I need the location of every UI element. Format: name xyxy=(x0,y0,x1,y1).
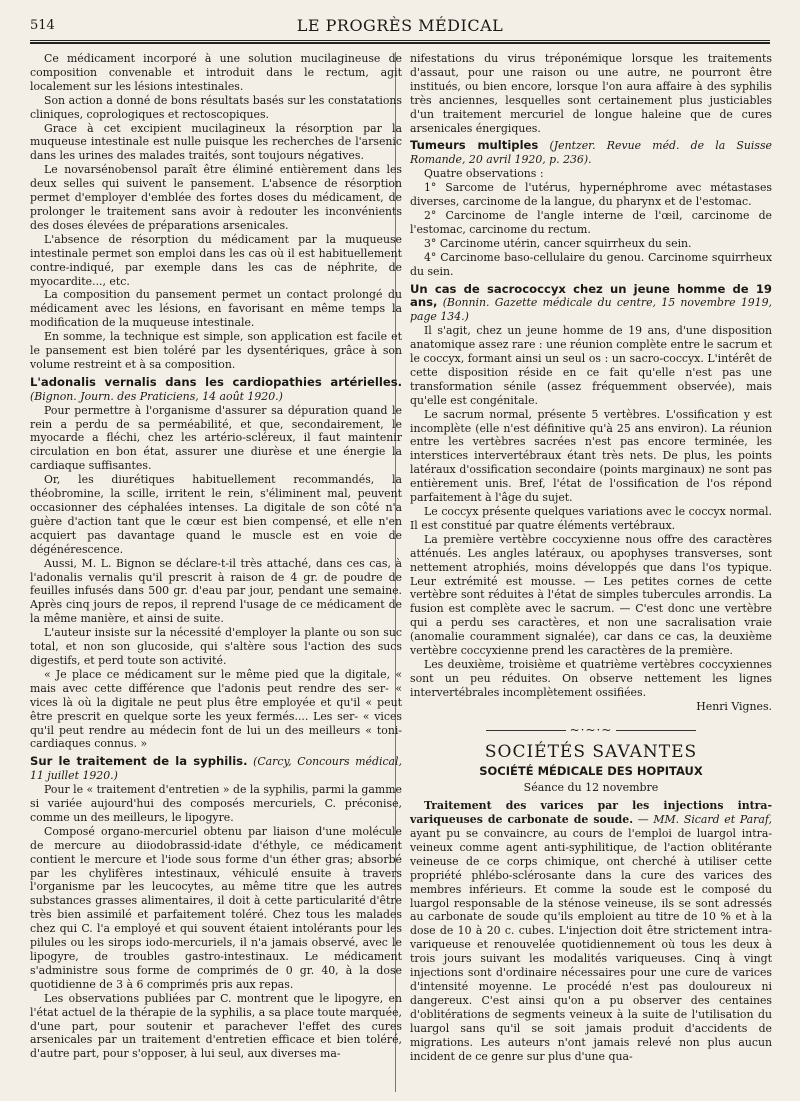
communication-authors: MM. Sicard et Paraf, xyxy=(653,813,772,827)
paragraph: Traitement des varices par les injections intra-variqueuses de carbonate de soude. — MM. Sicard et Paraf, ayant pu se convaincre, au cours de l'emploi de luargol intra-veineux comme agent anti-syphilitique, de l'action oblitérante veineuse de ce corps chimique, ont cherché à utiliser cette propriété phlébo-sclérosante dans la cure des varices des membres inférieurs. Et comme la soude est le composé du luargol responsable de la sténose veineuse, ils se sont adressés au carbonate de soude qu'ils emploient au titre de 10 % et à la dose de 10 à 20 c. cubes. L'injection doit être strictement intra-variqueuse et renouvelée quotidiennement où tous les deux à trois jours suivant les modalités variqueuses. Cinq à vingt injections sont d'ordinaire nécessaires pour une cure de varices d'intensité moyenne. Le procédé n'est pas douloureux ni dangereux. C'est ainsi qu'on a pu observer des centaines d'oblitérations de segments veineux à la suite de l'utilisation du luargol sans qu'il se soit jamais produit d'accidents de migrations. Les auteurs n'ont jamais relevé non plus aucun incident de ce genre sur plus d'une qua- xyxy=(410,799,772,1063)
paragraph: Son action a donné de bons résultats basés sur les constatations cliniques, coprologiques et rectoscopiques. xyxy=(30,93,402,121)
quotation: « Je place ce médicament sur le même pied que la digitale, « mais avec cette différence que l'adonis peut rendre des ser- « vices là où la digitale ne peut plus être employée et qu'il « peut être prescrit en quelque sorte les yeux fermés.... Les ser- « vices qu'il peut rendre au médecin font de lui un des meilleurs « toni-cardiaques connus. » xyxy=(30,667,402,751)
paragraph: Pour le « traitement d'entretien » de la syphilis, parmi la gamme si variée aujourd'hui des composés mercuriels, C. préconise, comme un des meilleurs, le lipogyre. xyxy=(30,783,402,824)
header-rule xyxy=(30,42,770,44)
communication-title: Traitement des varices par les injections intra-variqueuses de carbonate de soude. xyxy=(410,799,772,827)
article-title: Un cas de sacrococcyx chez un jeune homme de 19 ans, xyxy=(410,281,772,310)
paragraph: Les deuxième, troisième et quatrième vertèbres coccyxiennes sont un peu réduites. On observe nettement les lignes intervertébrales incomplètement ossifiées. xyxy=(410,657,772,699)
right-column xyxy=(410,52,772,1063)
paragraph: Pour permettre à l'organisme d'assurer sa dépuration quand le rein a perdu de sa perméabilité, et que, secondairement, le myocarde a fléchi, chez les artério-scléreux, il faut maintenir circulation en bon état, assurer une diurèse et une énergie la cardiaque suffisantes. xyxy=(30,403,402,473)
paragraph: Les observations publiées par C. montrent que le lipogyre, en l'état actuel de la thérapie de la syphilis, a sa place toute marquée, d'une part, pour soutenir et parachever l'effet des cures arsenicales par un traitement d'entretien efficace et bien toléré, d'autre part, pour s'opposer, à lui seul, aux diverses ma- xyxy=(30,991,402,1061)
paragraph: Le sacrum normal, présente 5 vertèbres. L'ossification y est incomplète (elle n'est définitive qu'à 25 ans environ). La réunion entre les vertèbres sacrées n'est pas encore terminée, les interstices intervertébraux étant très nets. De plus, les points latéraux d'ossification secondaire (points marginaux) ne sont pas entièrement unis. Bref, l'état de l'ossification de l'os répond parfaitement à l'âge du sujet. xyxy=(410,407,772,505)
article-heading-sacrococcyx xyxy=(410,283,772,325)
article-heading-syphilis xyxy=(30,755,402,783)
author-signature: Henri Vignes. xyxy=(696,699,772,713)
article-title: Sur le traitement de la syphilis. xyxy=(30,754,248,769)
left-column xyxy=(30,52,402,1061)
list-item: 4° Carcinome baso-cellulaire du genou. Carcinome squirrheux du sein. xyxy=(410,250,772,278)
article-title: Tumeurs multiples xyxy=(410,138,539,153)
paragraph: En somme, la technique est simple, son application est facile et le pansement est bien toléré par les dysentériques, grâce à son volume restreint et à sa composition. xyxy=(30,330,402,371)
ornament-line xyxy=(486,730,566,731)
paragraph: La composition du pansement permet un contact prolongé du médicament avec les lésions, en favorisant en même temps la modification de la muqueuse intestinale. xyxy=(30,288,402,330)
list-item: 1° Sarcome de l'utérus, hypernéphrome avec métastases diverses, carcinome de la langue, du pharynx et de l'estomac. xyxy=(410,181,772,209)
ornament-line xyxy=(616,730,696,731)
communication-text: ayant pu se convaincre, au cours de l'emploi de luargol intra-veineux comme agent anti-syphilitique, de l'action oblitérante veineuse de ce corps chimique, ont cherché à utiliser cette propriété phlébo-sclérosante dans la cure des varices des membres inférieurs. Et comme la soude est le composé du luargol responsable de la sténose veineuse, ils se sont adressés au carbonate de soude qu'ils emploient au titre de 10 % et à la dose de 10 à 20 c. cubes. L'injection doit être strictement intra-variqueuse et renouvelée quotidiennement où tous les deux à trois jours suivant les modalités variqueuses. Cinq à vingt injections sont d'ordinaire nécessaires pour une cure de varices d'intensité moyenne. Le procédé n'est pas douloureux ni dangereux. C'est ainsi qu'on a pu observer des centaines d'oblitérations de segments veineux à la suite de l'utilisation du luargol sans qu'il se soit jamais produit d'accidents de migrations. Les auteurs n'ont jamais relevé non plus aucun incident de ce genre sur plus d'une qua- xyxy=(410,827,772,1063)
paragraph: L'auteur insiste sur la nécessité d'employer la plante ou son suc total, et non son glucoside, qui s'altère sous l'action des sucs digestifs, et perd toute son activité. xyxy=(30,626,402,667)
paragraph: Quatre observations : xyxy=(424,167,544,181)
paragraph: Or, les diurétiques habituellement recommandés, la théobromine, la scille, irritent le rein, s'éliminent mal, peuvent occasionner des céphalées intenses. La digitale de son côté n'a guère d'action tant que le cœur est bien compensé, et elle n'en acquiert pas davantage quand le muscle est en voie de dégénérescence. xyxy=(30,473,402,556)
session-date: Séance du 12 novembre xyxy=(523,781,659,795)
paragraph: L'absence de résorption du médicament par la muqueuse intestinale permet son emploi dans les cas où il est habituellement contre-indiqué, par exemple dans les cas de néphrite, de myocardite..., etc. xyxy=(30,232,402,288)
paragraph: Composé organo-mercuriel obtenu par liaison d'une molécule de mercure au diiodobrassid-idate d'éthyle, ce médicament contient le mercure et l'iode sous forme d'un éther gras; absorbé par les chylifères intestinaux, véhiculé ensuite à travers l'organisme par les leucocytes, au même titre que les autres substances grasses alimentaires, il doit à cette particularité d'être très bien assimilé et parfaitement toléré. Chez tous les malades chez qui C. l'a employé et qui souvent étaient intolérants pour les pilules ou les sirops iodo-mercuriels, il n'a jamais observé, avec le lipogyre, de troubles gastro-intestinaux. Le médicament s'administre sous forme de comprimés de 0 gr. 40, à la dose quotidienne de 3 à 6 comprimés pris aux repas. xyxy=(30,824,402,991)
paragraph: Aussi, M. L. Bignon se déclare-t-il très attaché, dans ces cas, à l'adonalis vernalis qu'il prescrit à raison de 4 gr. de poudre de feuilles infusés dans 500 gr. d'eau par jour, pendant une semaine. Après cinq jours de repos, il reprend l'usage de ce médicament de la même manière, et ainsi de suite. xyxy=(30,556,402,626)
society-name: SOCIÉTÉ MÉDICALE DES HOPITAUX xyxy=(479,764,703,779)
list-item: 3° Carcinome utérin, cancer squirrheux du sein. xyxy=(424,236,692,250)
section-title: SOCIÉTÉS SAVANTES xyxy=(484,741,698,762)
paragraph: Ce médicament incorporé à une solution mucilagineuse de composition convenable et introduit dans le rectum, agit localement sur les lésions intestinales. xyxy=(30,52,402,93)
page-header xyxy=(30,14,770,41)
page-number: 514 xyxy=(30,18,55,33)
paragraph: Grace à cet excipient mucilagineux la résorption par la muqueuse intestinale est nulle puisque les recherches de l'arsenic dans les urines des malades traités, sont toujours négatives. xyxy=(30,121,402,163)
paragraph: Il s'agit, chez un jeune homme de 19 ans, d'une disposition anatomique assez rare : une réunion complète entre le sacrum et le coccyx, formant ainsi un seul os : un sacro-coccyx. L'intérêt de cette disposition réside en ce fait qu'elle n'est pas une transformation sénile (assez fréquemment observée), mais qu'elle est congénitale. xyxy=(410,324,772,407)
ornament-glyph: ~·~·~ xyxy=(569,722,613,737)
paragraph: Le novarsénobensol paraît être éliminé entièrement dans les deux selles qui suivent le pansement. L'absence de résorption permet d'employer d'emblée des fortes doses du médicament, de prolonger le traitement sans avoir à redouter les inconvénients des doses élevées de préparations arsenicales. xyxy=(30,163,402,232)
article-reference: (Bonnin. Gazette médicale du centre, 15 novembre 1919, page 134.) xyxy=(410,296,772,324)
section-ornament xyxy=(410,724,772,738)
article-heading-tumeurs xyxy=(410,139,772,167)
article-reference: (Jentzer. Revue méd. de la Suisse Romande, 20 avril 1920, p. 236). xyxy=(410,139,772,167)
paragraph: La première vertèbre coccyxienne nous offre des caractères atténués. Les angles latéraux, ou apophyses transverses, sont nettement atrophiés, moins développés que dans l'os typique. Leur extrémité est mousse. — Les petites cornes de cette vertèbre sont réduites à l'état de simples tubercules arrondis. La fusion est complète avec le sacrum. — C'est donc une vertèbre qui a perdu ses caractères, et non une sacralisation vraie (anomalie couramment signalée), car dans ce cas, la deuxième vertèbre coccyxienne prend les caractères de la première. xyxy=(410,532,772,658)
article-reference: (Carcy, Concours médical, 11 juillet 1920.) xyxy=(30,755,402,783)
article-heading-adonalis xyxy=(30,376,402,404)
list-item: 2° Carcinome de l'angle interne de l'œil, carcinome de l'estomac, carcinome du rectum. xyxy=(410,208,772,236)
paragraph: nifestations du virus tréponémique lorsque les traitements d'assaut, pour une raison ou une autre, ne pourront être institués, ou bien encore, lorsque l'on aura affaire à des syphilis très anciennes, lesquelles sont certainement plus justiciables d'un traitement mercuriel de longue haleine que de cures arsenicales énergiques. xyxy=(410,52,772,135)
article-title: L'adonalis vernalis dans les cardiopathies artérielles. xyxy=(30,374,402,389)
article-reference: (Bignon. Journ. des Praticiens, 14 août 1920.) xyxy=(30,389,283,403)
journal-title: LE PROGRÈS MÉDICAL xyxy=(296,16,504,35)
paragraph: Le coccyx présente quelques variations avec le coccyx normal. Il est constitué par quatre éléments vertébraux. xyxy=(410,505,772,532)
